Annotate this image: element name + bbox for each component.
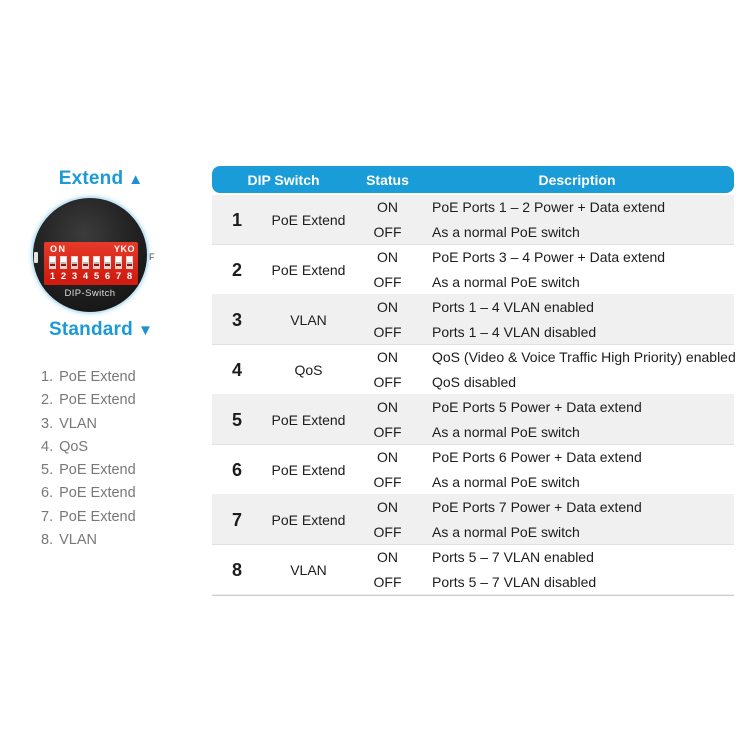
dip-switch-numbers bbox=[44, 271, 138, 282]
on-description: PoE Ports 5 Power + Data extend bbox=[432, 399, 642, 415]
status-off-label: OFF bbox=[373, 374, 402, 390]
legend-item-number: 7. bbox=[41, 508, 54, 525]
row-function-name: PoE Extend bbox=[271, 262, 346, 278]
down-triangle-icon: ▼ bbox=[137, 322, 153, 339]
dip-legend-list bbox=[41, 366, 136, 552]
table-row bbox=[212, 345, 734, 395]
legend-item bbox=[41, 482, 136, 505]
status-off-label: OFF bbox=[373, 524, 402, 540]
row-function-name: PoE Extend bbox=[271, 512, 346, 528]
dip-switch-slot bbox=[49, 256, 56, 269]
legend-item-label: PoE Extend bbox=[59, 392, 136, 409]
status-on-label: ON bbox=[377, 499, 398, 515]
table-row bbox=[212, 445, 734, 495]
legend-item-number: 5. bbox=[41, 462, 54, 479]
legend-item bbox=[41, 366, 136, 389]
dip-switch-handle bbox=[83, 257, 88, 264]
dip-switch-number: 4 bbox=[82, 271, 89, 282]
dip-switch-handle bbox=[94, 257, 99, 264]
legend-item bbox=[41, 389, 136, 412]
legend-item-number: 6. bbox=[41, 485, 54, 502]
row-number: 2 bbox=[231, 259, 242, 280]
row-status-cell bbox=[355, 295, 420, 345]
dip-switch-slot bbox=[126, 256, 133, 269]
dip-switch-slot bbox=[104, 256, 111, 269]
row-description-cell bbox=[420, 245, 734, 295]
legend-item-label: PoE Extend bbox=[59, 462, 136, 479]
dip-settings-table bbox=[212, 166, 734, 596]
table-row bbox=[212, 295, 734, 345]
up-triangle-icon: ▲ bbox=[128, 171, 144, 188]
edge-letter: F bbox=[149, 252, 155, 262]
row-status-cell bbox=[355, 545, 420, 595]
row-function-name: PoE Extend bbox=[271, 412, 346, 428]
dip-switch-number: 7 bbox=[115, 271, 122, 282]
dip-switch-handle bbox=[105, 257, 110, 264]
status-on-label: ON bbox=[377, 549, 398, 565]
row-status-cell bbox=[355, 345, 420, 395]
legend-item-label: QoS bbox=[59, 438, 89, 455]
on-description: PoE Ports 7 Power + Data extend bbox=[432, 499, 642, 515]
dip-switch-handle bbox=[72, 257, 77, 264]
row-number: 6 bbox=[231, 459, 242, 480]
header-description: Description bbox=[538, 171, 616, 188]
legend-item bbox=[41, 436, 136, 459]
row-function-name: PoE Extend bbox=[271, 462, 346, 478]
dip-switch-number: 2 bbox=[60, 271, 67, 282]
dip-switch-slot bbox=[71, 256, 78, 269]
row-status-cell bbox=[355, 495, 420, 545]
dip-switch-handle bbox=[50, 257, 55, 264]
status-on-label: ON bbox=[377, 249, 398, 265]
legend-item bbox=[41, 529, 136, 552]
on-description: PoE Ports 3 – 4 Power + Data extend bbox=[432, 249, 666, 265]
legend-item-label: VLAN bbox=[59, 532, 97, 549]
on-description: Ports 1 – 4 VLAN enabled bbox=[432, 299, 594, 315]
legend-item-label: PoE Extend bbox=[59, 485, 136, 502]
row-number: 8 bbox=[231, 559, 242, 580]
legend-item bbox=[41, 413, 136, 436]
status-off-label: OFF bbox=[373, 424, 402, 440]
dip-switch-block bbox=[44, 242, 138, 285]
status-on-label: ON bbox=[377, 299, 398, 315]
status-off-label: OFF bbox=[373, 224, 402, 240]
dip-switch-number: 1 bbox=[49, 271, 56, 282]
table-header bbox=[212, 166, 734, 193]
legend-item bbox=[41, 459, 136, 482]
legend-item-number: 4. bbox=[41, 438, 54, 455]
off-description: QoS disabled bbox=[432, 374, 517, 390]
row-number: 5 bbox=[231, 409, 242, 430]
dip-switch-slot bbox=[93, 256, 100, 269]
table-body bbox=[212, 195, 734, 596]
table-row bbox=[212, 545, 734, 595]
status-on-label: ON bbox=[377, 199, 398, 215]
table-row bbox=[212, 495, 734, 545]
legend-item-label: PoE Extend bbox=[59, 369, 136, 385]
on-description: Ports 5 – 7 VLAN enabled bbox=[432, 549, 594, 565]
header-status: Status bbox=[366, 171, 409, 188]
row-function-name: VLAN bbox=[290, 312, 327, 328]
legend-item-number: 8. bbox=[41, 532, 54, 549]
row-description-cell bbox=[420, 495, 734, 545]
dip-switch-handle bbox=[127, 257, 132, 264]
legend-item-label: PoE Extend bbox=[59, 508, 136, 525]
status-off-label: OFF bbox=[373, 274, 402, 290]
dip-switch-number: 5 bbox=[93, 271, 100, 282]
row-function-name: QoS bbox=[294, 362, 323, 378]
panel-notch bbox=[34, 252, 38, 263]
on-description: PoE Ports 1 – 2 Power + Data extend bbox=[432, 199, 666, 215]
row-number: 1 bbox=[231, 209, 242, 230]
row-description-cell bbox=[420, 395, 734, 445]
table-row bbox=[212, 245, 734, 295]
dip-switch-photo bbox=[31, 196, 149, 314]
legend-item-label: VLAN bbox=[59, 415, 97, 432]
header-dip-switch: DIP Switch bbox=[247, 171, 320, 188]
extend-mode-label bbox=[25, 168, 177, 190]
off-description: Ports 5 – 7 VLAN disabled bbox=[432, 574, 597, 590]
row-description-cell bbox=[420, 295, 734, 345]
standard-label-text: Standard bbox=[49, 319, 133, 340]
status-on-label: ON bbox=[377, 399, 398, 415]
dip-switch-number: 8 bbox=[126, 271, 133, 282]
row-function-name: PoE Extend bbox=[271, 212, 346, 228]
dip-switch-handle bbox=[116, 257, 121, 264]
dip-on-label: ON bbox=[50, 244, 67, 254]
row-description-cell bbox=[420, 345, 736, 395]
on-description: QoS (Video & Voice Traffic High Priority) enabled bbox=[432, 349, 736, 365]
status-off-label: OFF bbox=[373, 474, 402, 490]
table-row bbox=[212, 195, 734, 245]
dip-switch-number: 3 bbox=[71, 271, 78, 282]
row-number: 3 bbox=[231, 309, 242, 330]
dip-switch-slot bbox=[60, 256, 67, 269]
row-description-cell bbox=[420, 195, 734, 245]
standard-mode-label bbox=[25, 319, 177, 341]
row-function-name: VLAN bbox=[290, 562, 327, 578]
row-status-cell bbox=[355, 445, 420, 495]
legend-item bbox=[41, 506, 136, 529]
dip-switch-slots bbox=[44, 256, 138, 270]
dip-switch-slot bbox=[82, 256, 89, 269]
dip-switch-slot bbox=[115, 256, 122, 269]
on-description: PoE Ports 6 Power + Data extend bbox=[432, 449, 642, 465]
off-description: As a normal PoE switch bbox=[432, 524, 580, 540]
row-status-cell bbox=[355, 395, 420, 445]
dip-brand-label: YKO bbox=[113, 244, 135, 254]
table-row bbox=[212, 395, 734, 445]
legend-item-number: 1. bbox=[41, 369, 54, 385]
dip-switch-number: 6 bbox=[104, 271, 111, 282]
row-status-cell bbox=[355, 195, 420, 245]
dip-switch-handle bbox=[61, 257, 66, 264]
dip-switch-caption: DIP-Switch bbox=[64, 288, 116, 299]
row-description-cell bbox=[420, 545, 734, 595]
row-description-cell bbox=[420, 445, 734, 495]
off-description: As a normal PoE switch bbox=[432, 474, 580, 490]
row-status-cell bbox=[355, 245, 420, 295]
status-on-label: ON bbox=[377, 449, 398, 465]
extend-label-text: Extend bbox=[58, 168, 124, 189]
legend-item-number: 3. bbox=[41, 415, 54, 432]
off-description: Ports 1 – 4 VLAN disabled bbox=[432, 324, 597, 340]
off-description: As a normal PoE switch bbox=[432, 424, 580, 440]
status-off-label: OFF bbox=[373, 324, 402, 340]
row-number: 4 bbox=[231, 359, 242, 380]
row-number: 7 bbox=[231, 509, 242, 530]
off-description: As a normal PoE switch bbox=[432, 224, 580, 240]
off-description: As a normal PoE switch bbox=[432, 274, 580, 290]
status-off-label: OFF bbox=[373, 574, 402, 590]
status-on-label: ON bbox=[377, 349, 398, 365]
legend-item-number: 2. bbox=[41, 392, 54, 409]
